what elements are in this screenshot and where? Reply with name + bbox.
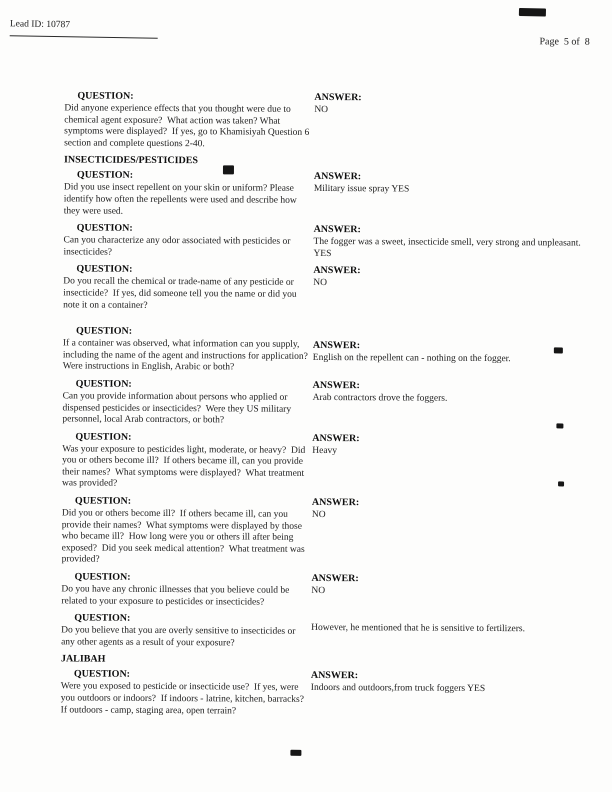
question-text: Were you exposed to pesticide or insecticide use? If yes, were you outdoors or indoors? If indoors - latrine, kitchen, barracks? If outdoors - camp, staging area, open terrain? — [60, 681, 309, 717]
scan-artifact — [558, 481, 564, 486]
answer-cell — [311, 327, 583, 376]
question-text: Can you provide information about persons who applied or dispensed pesticides or insecticides? Were they US military personnel, local Arab contractors, or both? — [62, 391, 294, 426]
question-cell — [61, 571, 309, 609]
qa-block — [62, 431, 582, 494]
question-label: QUESTION: — [77, 90, 134, 102]
scan-artifact — [556, 423, 563, 428]
answer-text: Indoors and outdoors,from truck foggers YES — [310, 683, 486, 695]
qa-block — [61, 613, 581, 652]
answer-label: ANSWER: — [312, 340, 361, 352]
question-text: Do you have any chronic illnesses that you believe could be related to your exposure to pesticides or insecticides? — [61, 584, 292, 608]
question-text: Did you use insect repellent on your skin or uniform? Please identify how often the repellents were used and describe how they were used. — [63, 182, 300, 217]
answer-cell — [312, 92, 584, 153]
answer-text: NO — [313, 278, 328, 289]
question-label: QUESTION: — [75, 378, 132, 390]
question-cell — [64, 90, 312, 151]
qa-block — [63, 326, 583, 377]
answer-label: ANSWER: — [311, 496, 360, 509]
qa-content — [61, 90, 585, 724]
question-label: QUESTION: — [76, 263, 133, 276]
question-text: If a container was observed, what information can you supply, including the name of the agent and instructions for application? Were instructions in English, Arabic or both? — [62, 338, 313, 373]
answer-label: ANSWER: — [313, 224, 361, 236]
qa-block — [64, 170, 584, 221]
scan-artifact — [554, 347, 563, 353]
question-cell — [63, 264, 311, 313]
question-label: QUESTION: — [75, 431, 132, 443]
question-label: QUESTION: — [76, 169, 134, 182]
qa-block — [61, 669, 581, 720]
qa-block — [61, 571, 581, 610]
answer-cell — [310, 497, 582, 570]
answer-cell — [311, 265, 583, 314]
question-cell — [62, 431, 310, 492]
question-text: Did you or others become ill? If others became ill, can you provide their names? What symptoms were displayed by those who became ill? How long were you or others ill after being exposed? Did you seek medical attention? What treatment was provided? — [61, 508, 308, 566]
answer-text: Military issue spray YES — [313, 184, 410, 195]
answer-label: ANSWER: — [312, 432, 360, 444]
question-cell — [63, 223, 311, 261]
answer-label: ANSWER: — [313, 171, 362, 183]
section-heading-insecticides: INSECTICIDES/PESTICIDES — [63, 154, 199, 167]
lead-id: Lead ID: 10787 — [10, 19, 158, 38]
question-label: QUESTION: — [75, 325, 133, 337]
answer-cell — [309, 573, 581, 611]
answer-text: Arab contractors drove the foggers. — [312, 392, 448, 404]
answer-cell — [311, 224, 583, 262]
answer-cell — [310, 380, 582, 429]
scan-artifact — [519, 8, 546, 17]
answer-label: ANSWER: — [313, 265, 361, 277]
qa-block — [62, 495, 582, 569]
question-label: QUESTION: — [74, 612, 131, 625]
answer-cell — [309, 614, 581, 652]
scan-artifact — [290, 750, 301, 756]
question-cell — [63, 326, 311, 375]
question-text: Can you characterize any odor associated with pesticides or insecticides? — [63, 235, 293, 258]
answer-text: NO — [311, 509, 326, 521]
question-text: Did anyone experience effects that you thought were due to chemical agent exposure? What action was taken? What symptoms were displayed? If yes, go to Khamisiyah Question 6 section and complete questions 2-40. — [64, 103, 312, 150]
qa-block — [63, 264, 583, 315]
qa-block — [62, 378, 582, 429]
answer-text: NO — [314, 104, 329, 116]
question-label: QUESTION: — [73, 668, 131, 681]
question-cell — [62, 495, 310, 567]
answer-label: ANSWER: — [311, 572, 359, 585]
qa-block — [64, 90, 584, 153]
answer-text: The fogger was a sweet, insecticide smell, very strong and unpleasant. YES — [313, 237, 583, 259]
answer-cell — [309, 670, 581, 719]
answer-text: English on the repellent can - nothing on the fogger. — [312, 353, 511, 365]
qa-block — [63, 223, 583, 262]
question-cell — [61, 613, 309, 651]
answer-label: ANSWER: — [312, 379, 360, 392]
answer-text: However, he mentioned that he is sensitive to fertilizers. — [311, 623, 526, 635]
question-label: QUESTION: — [76, 222, 133, 234]
question-label: QUESTION: — [74, 495, 132, 507]
question-cell — [64, 170, 312, 219]
answer-text: Heavy — [312, 445, 338, 456]
question-label: QUESTION: — [74, 571, 131, 583]
question-cell — [61, 669, 309, 718]
question-text: Do you believe that you are overly sensitive to insecticides or any other agents as a result of your exposure? — [61, 625, 298, 649]
answer-label: ANSWER: — [314, 91, 362, 104]
answer-label: ANSWER: — [310, 670, 359, 682]
answer-text: NO — [311, 585, 326, 597]
question-text: Was your exposure to pesticides light, moderate, or heavy? Did you or others become ill? If others became ill, can you provide their names? What symptoms were displayed? What treatment was provided? — [62, 444, 308, 490]
answer-cell — [312, 171, 584, 220]
question-text: Do you recall the chemical or trade-name of any pesticide or insecticide? If yes, did someone tell you the name or did you note it on a container? — [63, 276, 300, 311]
scan-artifact — [223, 165, 234, 174]
question-cell — [62, 378, 310, 427]
answer-cell — [310, 433, 582, 494]
section-heading-jalibah: JALIBAH — [60, 653, 106, 666]
page-number: Page 5 of 8 — [539, 36, 590, 48]
